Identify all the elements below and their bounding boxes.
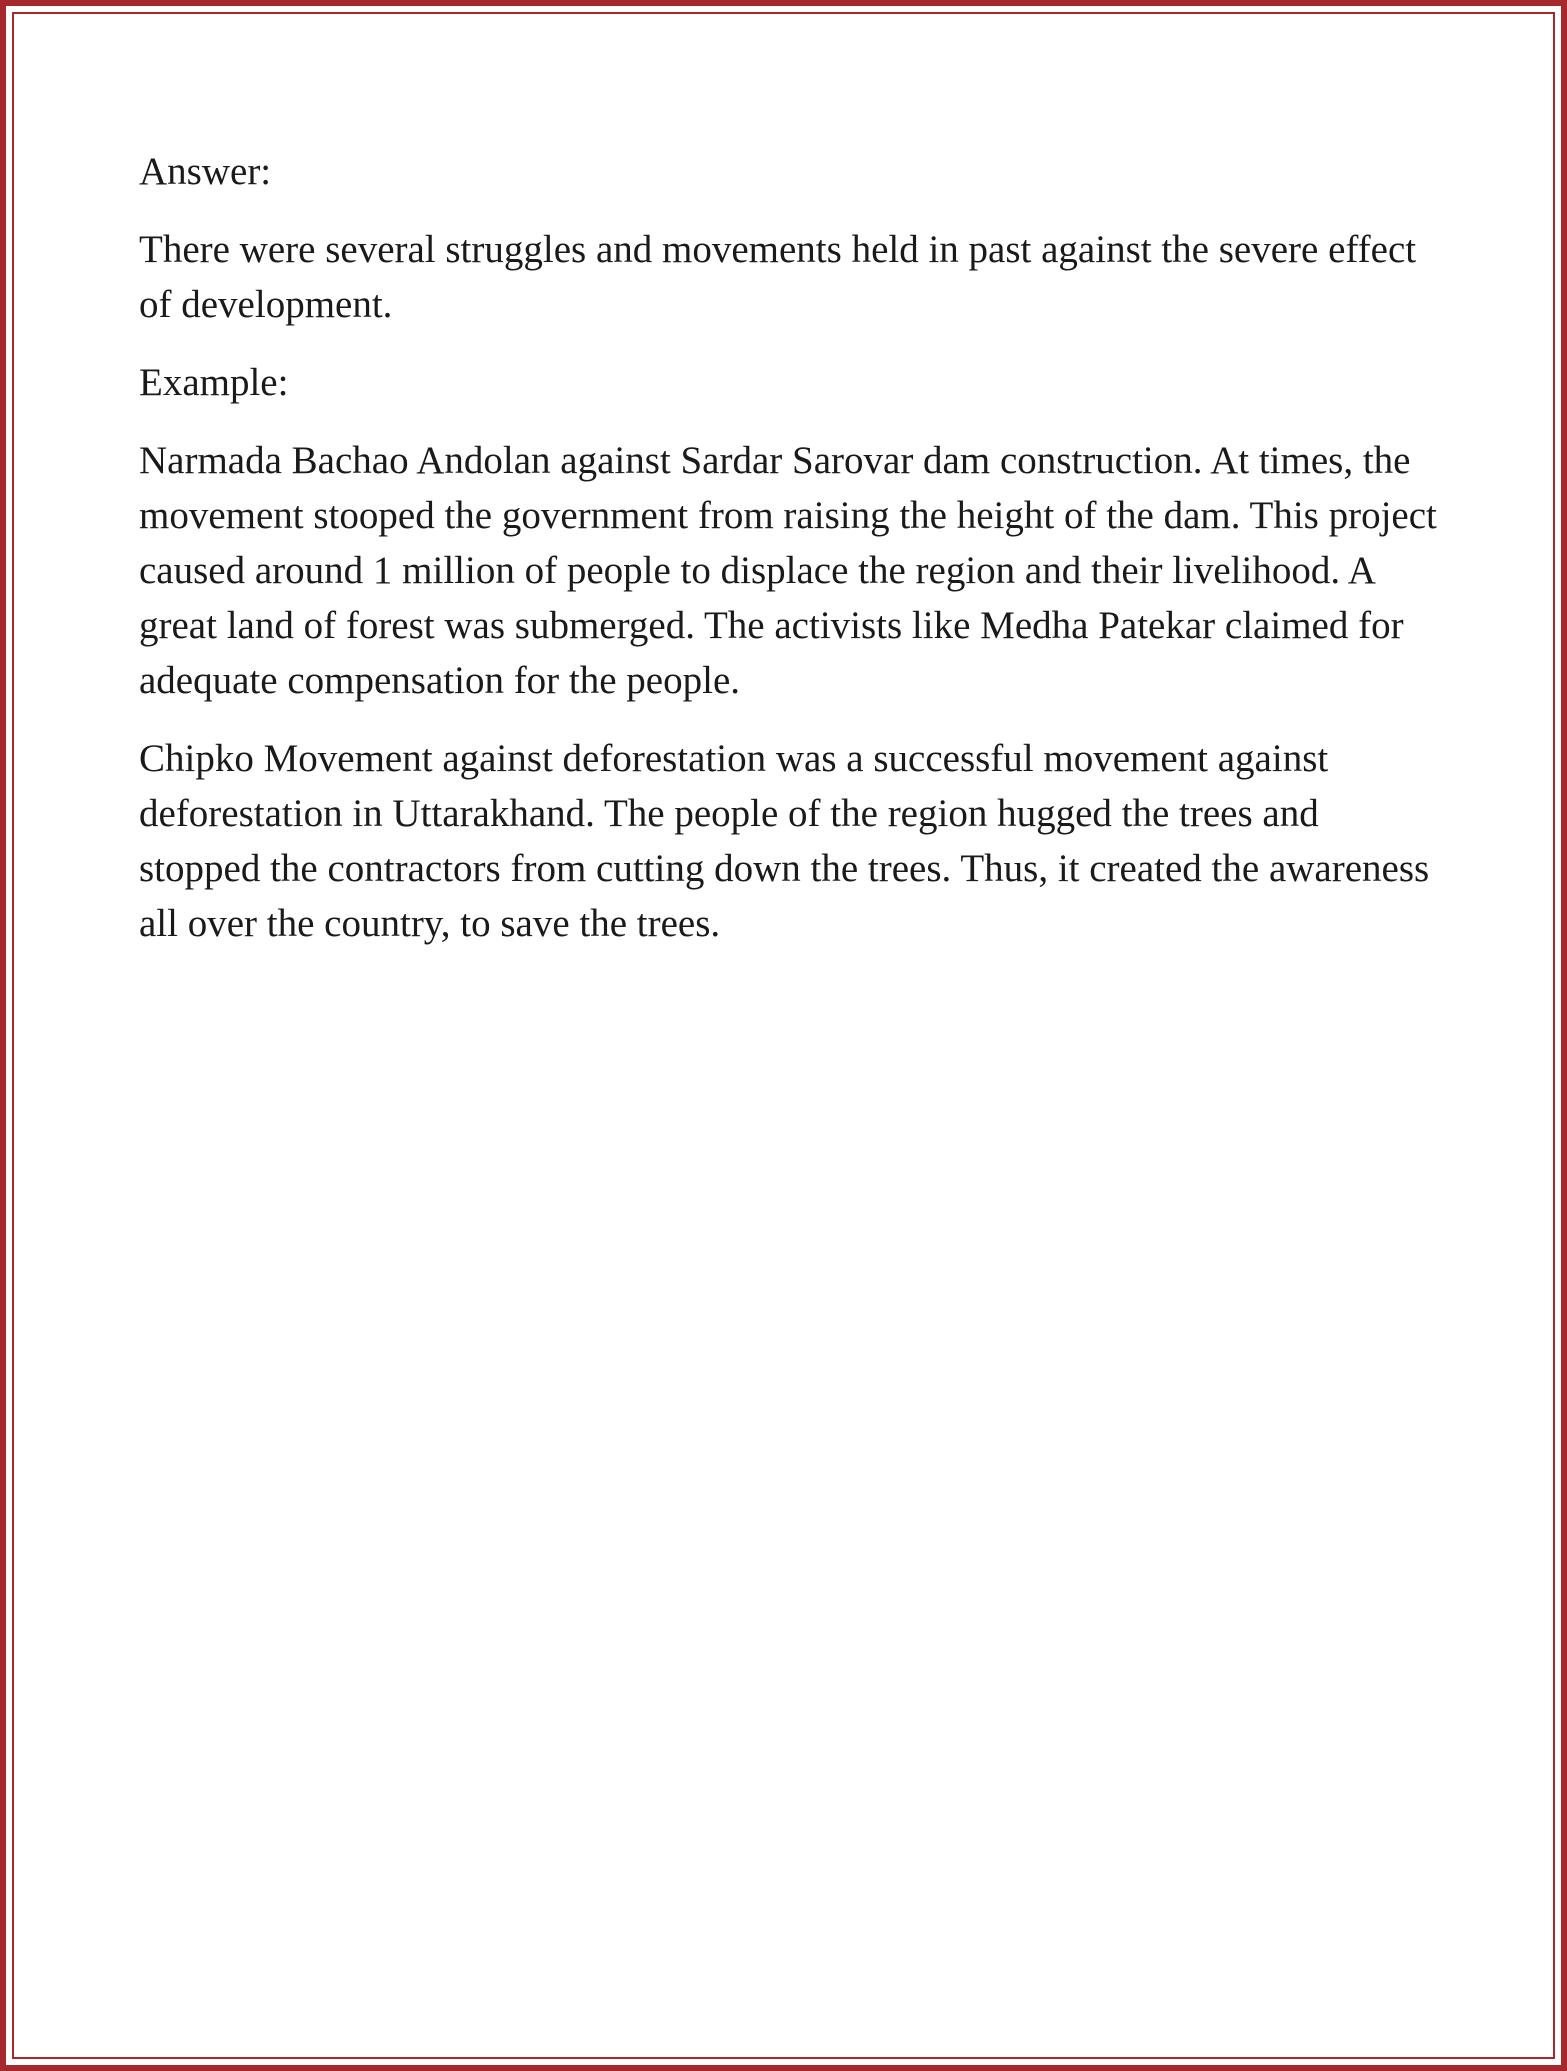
- chipko-paragraph: Chipko Movement against deforestation was a successful movement against deforestation in Uttarakhand. The people of the region hugged the trees and stopped the contractors from cutting down the trees. Thus, it created the awareness all over the country, to save the trees.: [139, 737, 1430, 945]
- narmada-paragraph: Narmada Bachao Andolan against Sardar Sarovar dam construction. At times, the movement stooped the government from raising the height of the dam. This project caused around 1 million of people to displace the region and their livelihood. A great land of forest was submerged. The activists like Medha Patekar claimed for adequate compensation for the people.: [139, 439, 1437, 702]
- intro-paragraph: There were several struggles and movements held in past against the severe effect of development.: [139, 228, 1417, 326]
- answer-heading: Answer:: [139, 150, 272, 193]
- document-body: [139, 144, 1439, 974]
- example-heading: Example:: [139, 361, 289, 404]
